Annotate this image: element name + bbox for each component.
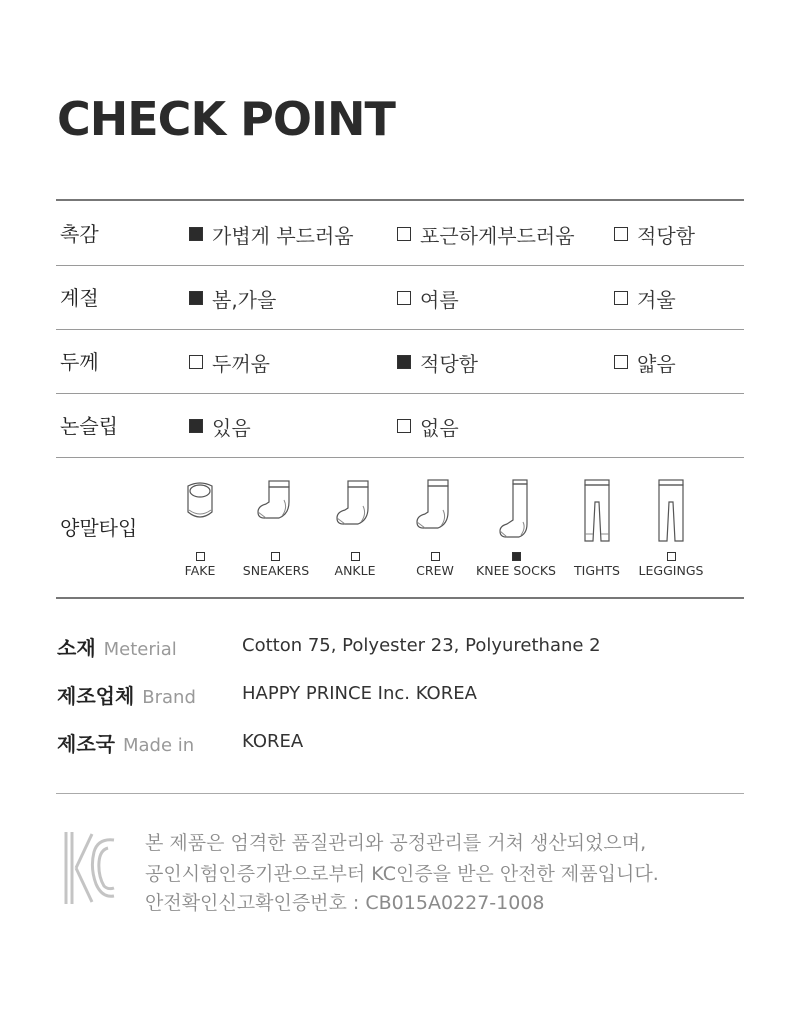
- table-top-rule: [56, 199, 744, 201]
- info-label-ko: 제조업체: [57, 684, 135, 708]
- sock-type-label: LEGGINGS: [638, 563, 704, 578]
- check-row-nonslip: [56, 394, 744, 458]
- option-cozy-soft: [397, 202, 575, 266]
- checkbox-unchecked: [351, 552, 360, 561]
- sock-type-label: ANKLE: [334, 563, 376, 578]
- option-yes: [189, 394, 251, 458]
- row-label: 계절: [60, 286, 99, 310]
- sock-type-label: KNEE SOCKS: [476, 563, 556, 578]
- option-medium: [397, 330, 478, 394]
- check-row-thickness: [56, 330, 744, 394]
- check-row-season: [56, 266, 744, 330]
- checkbox-unchecked: [667, 552, 676, 561]
- checkbox-checked: [189, 419, 203, 433]
- option-spring-fall: [189, 266, 276, 330]
- row-label: 양말타입: [60, 516, 138, 540]
- info-label-en: Made in: [122, 735, 195, 756]
- option-winter: [614, 266, 676, 330]
- option-label: 포근하게부드러움: [420, 223, 575, 248]
- checkbox-checked: [189, 291, 203, 305]
- option-label: 적당함: [420, 351, 478, 376]
- info-label-ko: 소재: [57, 636, 96, 660]
- checkbox-unchecked: [614, 355, 628, 369]
- kc-notice-line: 본 제품은 엄격한 품질관리와 공정관리를 거쳐 생산되었으며,: [145, 832, 647, 854]
- info-origin: [57, 728, 194, 758]
- sock-type-label: CREW: [416, 563, 454, 578]
- row-label: 촉감: [60, 222, 99, 246]
- checkbox-checked: [189, 227, 203, 241]
- option-moderate: [614, 202, 695, 266]
- option-label: 봄,가을: [212, 287, 277, 312]
- table-bottom-rule: [56, 597, 744, 599]
- check-row-texture: [56, 202, 744, 266]
- leggings-icon: [626, 478, 716, 544]
- kc-certificate-number: 안전확인신고확인증번호 : CB015A0227-1008: [145, 892, 545, 914]
- checkbox-checked: [512, 552, 521, 561]
- option-label: 얇음: [637, 351, 676, 376]
- option-no: [397, 394, 459, 458]
- info-value-brand: HAPPY PRINCE Inc. KOREA: [242, 683, 477, 704]
- row-label: 두께: [60, 350, 99, 374]
- sneaker-sock-icon: [231, 478, 321, 526]
- kc-mark-icon: [62, 828, 118, 912]
- option-label: 두꺼움: [212, 351, 270, 376]
- ankle-sock-icon: [310, 478, 400, 530]
- checkbox-unchecked: [271, 552, 280, 561]
- option-label: 적당함: [637, 223, 695, 248]
- row-label: 논슬립: [60, 414, 118, 438]
- info-label-en: Meterial: [103, 639, 177, 660]
- checkbox-checked: [397, 355, 411, 369]
- info-value-origin: KOREA: [242, 731, 304, 752]
- checkbox-unchecked: [614, 227, 628, 241]
- checkbox-unchecked: [397, 419, 411, 433]
- option-thick: [189, 330, 270, 394]
- sock-type-label: SNEAKERS: [242, 563, 310, 578]
- checkbox-unchecked: [196, 552, 205, 561]
- option-label: 있음: [212, 415, 251, 440]
- info-value-material: Cotton 75, Polyester 23, Polyurethane 2: [242, 635, 601, 656]
- checkbox-unchecked: [431, 552, 440, 561]
- info-label-ko: 제조국: [57, 732, 115, 756]
- crew-sock-icon: [390, 478, 480, 532]
- kc-notice-line: 공인시험인증기관으로부터 KC인증을 받은 안전한 제품입니다.: [145, 863, 659, 885]
- option-label: 여름: [420, 287, 459, 312]
- option-light-soft: [189, 202, 354, 266]
- option-label: 가볍게 부드러움: [212, 223, 354, 248]
- page-title: CHECK POINT: [57, 92, 395, 146]
- checkbox-unchecked: [189, 355, 203, 369]
- sock-type-label: TIGHTS: [574, 563, 620, 578]
- knee-sock-icon: [471, 478, 561, 542]
- info-brand: [57, 680, 196, 710]
- info-label-en: Brand: [142, 687, 196, 708]
- section-divider: [56, 793, 744, 794]
- option-thin: [614, 330, 676, 394]
- checkbox-unchecked: [397, 227, 411, 241]
- option-summer: [397, 266, 459, 330]
- checkbox-unchecked: [397, 291, 411, 305]
- info-material: [57, 632, 177, 662]
- option-label: 없음: [420, 415, 459, 440]
- checkbox-unchecked: [614, 291, 628, 305]
- sock-type-label: FAKE: [184, 563, 216, 578]
- option-label: 겨울: [637, 287, 676, 312]
